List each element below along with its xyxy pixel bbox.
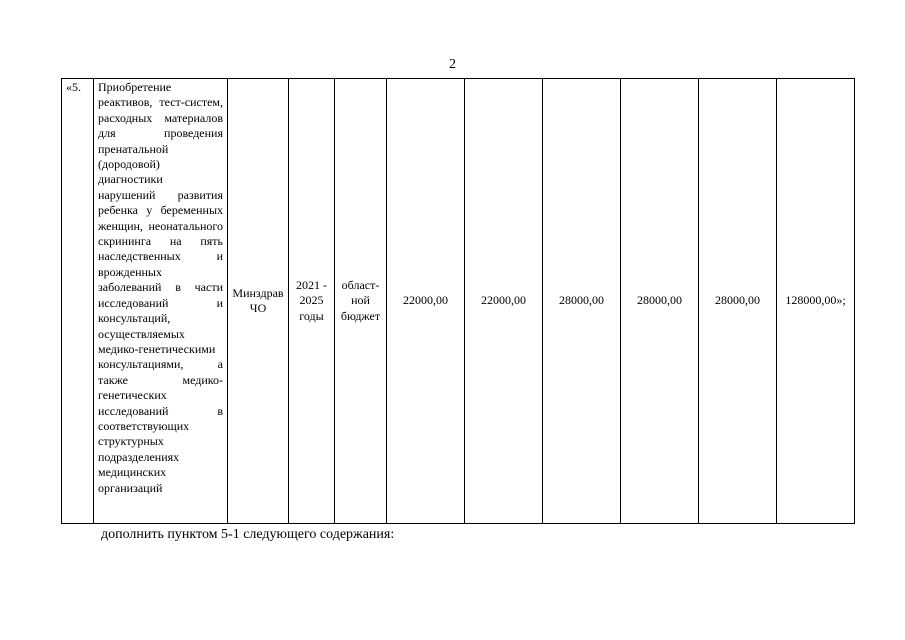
executor-line: ЧО — [249, 301, 267, 315]
row-value-1: 22000,00 — [387, 79, 465, 524]
row-years — [289, 79, 335, 524]
row-value-5: 28000,00 — [699, 79, 777, 524]
footer-note: дополнить пунктом 5-1 следующего содержания: — [101, 527, 395, 542]
row-value-2: 22000,00 — [465, 79, 543, 524]
program-table — [61, 78, 855, 524]
row-executor — [228, 79, 289, 524]
executor-line: Минздрав — [232, 285, 284, 300]
row-funding-source — [335, 79, 387, 524]
row-total: 128000,00»; — [777, 79, 855, 524]
years-line: 2021 - — [296, 277, 327, 292]
source-line: област- — [341, 277, 380, 292]
years-line: годы — [299, 308, 324, 323]
table-row — [62, 79, 855, 524]
row-value-4: 28000,00 — [621, 79, 699, 524]
source-line: бюджет — [340, 308, 381, 323]
row-description: Приобретение реактивов, тест-систем, расходных материалов для проведения пренатальной (дородовой) диагностики нарушений развития ребенка у беременных женщин, неонатального скрининга на пять наследственных и врожденных заболеваний в части исследований и консультаций, осуществляемых медико-генетическими консультациями, а также медико-генетических исследований в соответствующих структурных подразделениях медицинских организаций — [94, 79, 228, 524]
row-number: «5. — [62, 79, 94, 524]
page-number: 2 — [449, 57, 456, 72]
source-line: ной — [351, 293, 370, 308]
row-value-3: 28000,00 — [543, 79, 621, 524]
years-line: 2025 — [299, 293, 324, 308]
